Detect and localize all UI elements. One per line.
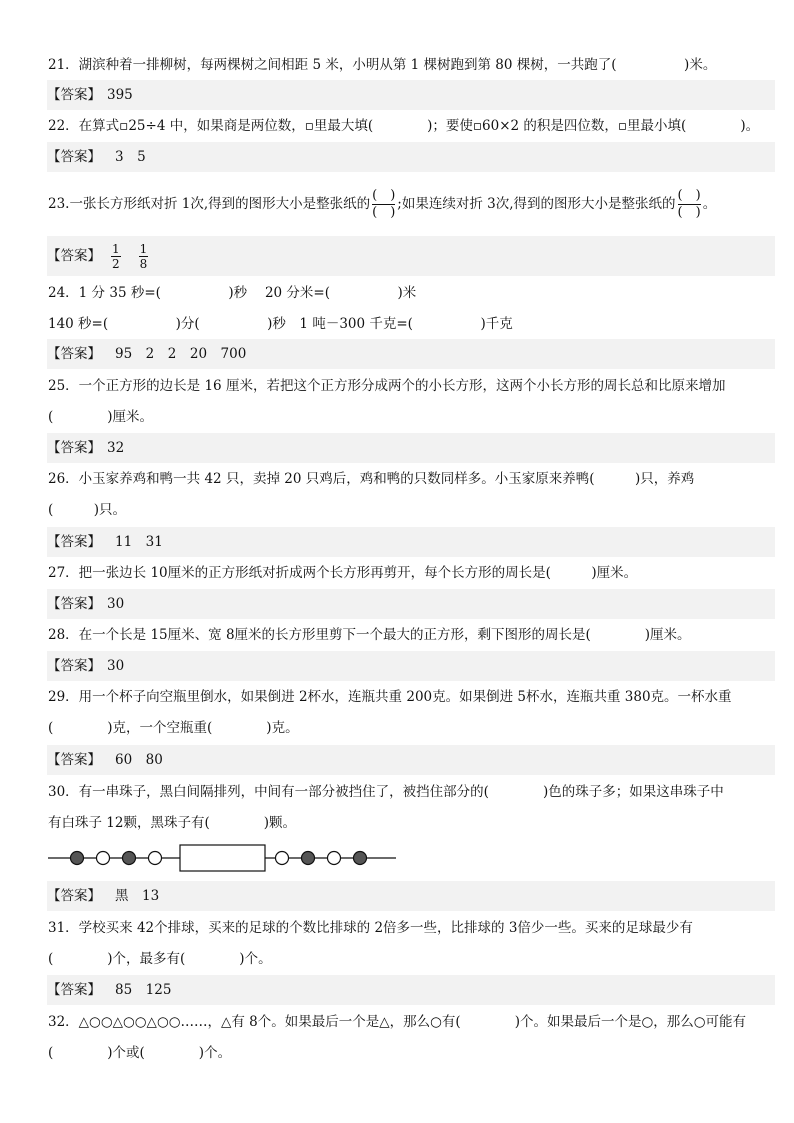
answer-23 [47, 236, 775, 276]
answer-30 [47, 881, 775, 911]
answer-fraction: $\frac{1}{8}$ [139, 242, 148, 271]
answer-tag: 【答案】 [47, 752, 101, 768]
answer-value: 黑 13 [115, 888, 160, 904]
answer-28 [47, 651, 775, 681]
question-29-line2: ( )克，一个空瓶重( )克。 [48, 720, 299, 736]
answer-tag: 【答案】 [47, 982, 101, 998]
hidden-part-box [180, 845, 265, 871]
answer-value: 30 [107, 596, 125, 612]
answer-fraction: $\frac{1}{2}$ [112, 242, 120, 271]
white-bead [328, 852, 341, 865]
question-30-line1: 30．有一串珠子，黑白间隔排列，中间有一部分被挡住了，被挡住部分的( )色的珠子多；如果这串珠子中 [48, 784, 724, 800]
answer-value: 11 31 [115, 534, 163, 550]
answer-tag: 【答案】 [47, 149, 101, 165]
blank-fraction: $\frac{( )}{( )}$ [677, 188, 701, 220]
question-21: 21．湖滨种着一排柳树，每两棵树之间相距 5 米，小明从第 1 棵树跑到第 80 棵树，一共跑了( )米。 [48, 57, 717, 73]
answer-tag: 【答案】 [47, 346, 101, 362]
black-bead [123, 852, 136, 865]
answer-26 [47, 527, 775, 557]
answer-24 [47, 339, 775, 369]
answer-value: 395 [107, 87, 133, 103]
question-24-line2: 140 秒=( )分( )秒 1 吨－300 千克=( )千克 [48, 316, 513, 332]
answer-value: 85 125 [115, 982, 172, 998]
answer-value: 30 [107, 658, 125, 674]
answer-31 [47, 975, 775, 1005]
question-27: 27．把一张边长 10厘米的正方形纸对折成两个长方形再剪开，每个长方形的周长是( )厘米。 [48, 565, 638, 581]
black-bead [354, 852, 367, 865]
question-30-line2: 有白珠子 12颗，黑珠子有( )颗。 [48, 815, 297, 831]
answer-value: 3 5 [115, 149, 146, 165]
answer-21 [47, 80, 775, 110]
white-bead [149, 852, 162, 865]
question-22: 22．在算式▫25÷4 中，如果商是两位数，▫里最大填( )；要使▫60×2 的积是四位数，▫里最小填( )。 [48, 118, 760, 134]
white-bead [276, 852, 289, 865]
question-26-line2: ( )只。 [48, 502, 127, 518]
question-23-part2: ;如果连续对折 3次,得到的图形大小是整张纸的 [397, 196, 676, 212]
answer-tag: 【答案】 [47, 658, 101, 674]
answer-value: 60 80 [115, 752, 163, 768]
answer-25 [47, 433, 775, 463]
question-24-line1: 24．1 分 35 秒=( )秒 20 分米=( )米 [48, 285, 417, 301]
answer-tag: 【答案】 [47, 87, 101, 103]
question-31-line1: 31．学校买来 42个排球，买来的足球的个数比排球的 2倍多一些，比排球的 3倍少一些。买来的足球最少有 [48, 920, 693, 936]
bead-string-figure [46, 844, 398, 872]
answer-29 [47, 745, 775, 775]
answer-22 [47, 142, 775, 172]
black-bead [302, 852, 315, 865]
question-25-line2: ( )厘米。 [48, 409, 154, 425]
answer-tag: 【答案】 [47, 534, 101, 550]
question-23: 23.一张长方形纸对折 1次,得到的图形大小是整张纸的 $\frac{( )}{( )}$ ;如果连续对折 3次,得到的图形大小是整张纸的 $\frac{( )}{( )}$ 。 [48, 188, 717, 220]
answer-value: 32 [107, 440, 125, 456]
question-26-line1: 26．小玉家养鸡和鸭一共 42 只，卖掉 20 只鸡后，鸡和鸭的只数同样多。小玉家原来养鸭( )只，养鸡 [48, 471, 695, 487]
answer-tag: 【答案】 [47, 248, 101, 264]
question-32-line2: ( )个或( )个。 [48, 1045, 232, 1061]
question-29-line1: 29．用一个杯子向空瓶里倒水，如果倒进 2杯水，连瓶共重 200克。如果倒进 5杯水，连瓶共重 380克。一杯水重 [48, 689, 732, 705]
blank-fraction: $\frac{( )}{( )}$ [372, 188, 396, 220]
answer-tag: 【答案】 [47, 440, 101, 456]
answer-tag: 【答案】 [47, 888, 101, 904]
question-28: 28．在一个长是 15厘米、宽 8厘米的长方形里剪下一个最大的正方形，剩下图形的周长是( )厘米。 [48, 627, 691, 643]
answer-value: 95 2 2 20 700 [115, 346, 247, 362]
answer-27 [47, 589, 775, 619]
white-bead [97, 852, 110, 865]
question-23-part1: 23.一张长方形纸对折 1次,得到的图形大小是整张纸的 [48, 196, 371, 212]
answer-tag: 【答案】 [47, 596, 101, 612]
question-32-line1: 32．△○○△○○△○○……，△有 8个。如果最后一个是△，那么○有( )个。如果最后一个是○，那么○可能有 [48, 1014, 747, 1030]
question-31-line2: ( )个，最多有( )个。 [48, 951, 272, 967]
black-bead [71, 852, 84, 865]
question-25-line1: 25．一个正方形的边长是 16 厘米，若把这个正方形分成两个的小长方形，这两个小长方形的周长总和比原来增加 [48, 378, 726, 394]
